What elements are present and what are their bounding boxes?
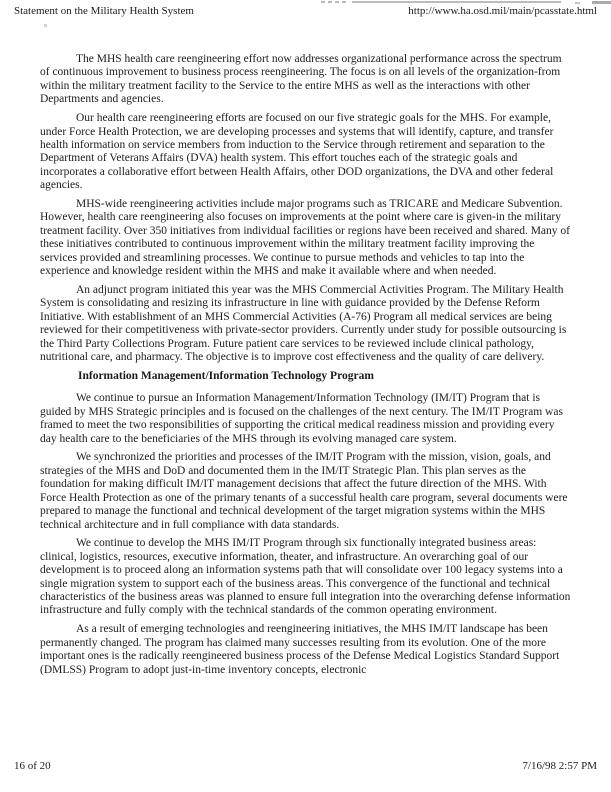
body-paragraph: MHS-wide reengineering activities include major programs such as TRICARE and Medicare Subvention. However, health care reengineering also focuses on improvements at the point where care is given-in the military treatment facility. Over 350 initiatives from individual facilities or regions have been received and shared. Many of these initiatives contributed to continuous improvement within the military treatment facility improving the services provided and streamlining processes. We continue to pursue methods and vehicles to tap into the experience and knowledge resident within the MHS and make it available where and when needed. bbox=[40, 198, 570, 278]
footer-timestamp: 7/16/98 2:57 PM bbox=[522, 760, 597, 772]
scan-artifact-right bbox=[592, 1, 611, 4]
footer-page-indicator: 16 of 20 bbox=[14, 760, 51, 772]
document-body bbox=[40, 53, 573, 682]
body-paragraph: We continue to pursue an Information Management/Information Technology (IM/IT) Program that is guided by MHS Strategic principles and is focused on the challenges of the next century. The IM/IT Program was framed to meet the two responsibilities of supporting the critical medical readiness mission and providing every day health care to the beneficiaries of the MHS through its evolving managed care system. bbox=[40, 392, 563, 445]
body-paragraph: The MHS health care reengineering effort now addresses organizational performance across the spectrum of continuous improvement to business process reengineering. The focus is on all levels of the organization-from within the military treatment facility to the Service to the entire MHS as well as the interactions with other Departments and agencies. bbox=[40, 53, 562, 106]
header-document-title: Statement on the Military Health System bbox=[14, 5, 194, 17]
body-paragraph: Our health care reengineering efforts are focused on our five strategic goals for the MHS. For example, under Force Health Protection, we are developing processes and systems that will identify, capture, and transfer health information on service members from induction to the Service through retirement and separation to the Department of Veterans Affairs (DVA) health system. This effort touches each of the strategic goals and incorporates a collaborative effort between Health Affairs, other DOD organizations, the DVA and other federal agencies. bbox=[40, 112, 554, 192]
header-source-url: http://www.ha.osd.mil/main/pcasstate.html bbox=[408, 5, 597, 17]
running-header bbox=[14, 5, 597, 18]
scan-artifact-speck bbox=[44, 24, 47, 27]
body-paragraph: An adjunct program initiated this year was the MHS Commercial Activities Program. The Military Health System is consolidating and resizing its infrastructure in line with guidance provided by the Defense Reform Initiative. With establishment of an MHS Commercial Activities (A-76) Program all medical services are being reviewed for their competitiveness with private-sector providers. Currently under study for possible outsourcing is the Third Party Collections Program. Future patient care services to be reviewed include clinical pathology, nutritional care, and pharmacy. The objective is to improve cost effectiveness and the quality of care delivery. bbox=[40, 284, 567, 364]
body-paragraph: As a result of emerging technologies and reengineering initiatives, the MHS IM/IT landscape has been permanently changed. The program has claimed many successes resulting from its evolution. One of the more important ones is the radically reengineered business process of the Defense Medical Logistics Standard Support (DMLSS) Program to adopt just-in-time inventory concepts, electronic bbox=[40, 623, 560, 676]
running-footer bbox=[14, 760, 597, 773]
section-heading: Information Management/Information Technology Program bbox=[78, 369, 374, 382]
body-paragraph: We synchronized the priorities and processes of the IM/IT Program with the mission, vision, goals, and strategies of the MHS and DoD and documented them in the IM/IT Strategic Plan. This plan serves as the foundation for making difficult IM/IT management decisions that affect the future direction of the MHS. With Force Health Protection as one of the primary tenants of a successful health care program, several documents were prepared to manage the functional and technical development of the target migration systems within the MHS technical architecture and in full compliance with data standards. bbox=[40, 451, 568, 531]
scan-artifact-line bbox=[352, 1, 561, 3]
scan-artifact-dashes bbox=[321, 1, 348, 3]
body-paragraph: We continue to develop the MHS IM/IT Program through six functionally integrated business areas: clinical, logistics, resources, executive information, theater, and infrastructure. An overarching goal of our development is to proceed along an information systems path that will consolidate over 100 legacy systems into a single migration system to support each of the business areas. This convergence of the functional and technical characteristics of the business areas was planned to ensure full integration into the overarching defense information infrastructure and fully comply with the technical standards of the common operating environment. bbox=[40, 537, 571, 617]
scan-artifact-dot bbox=[575, 2, 580, 4]
